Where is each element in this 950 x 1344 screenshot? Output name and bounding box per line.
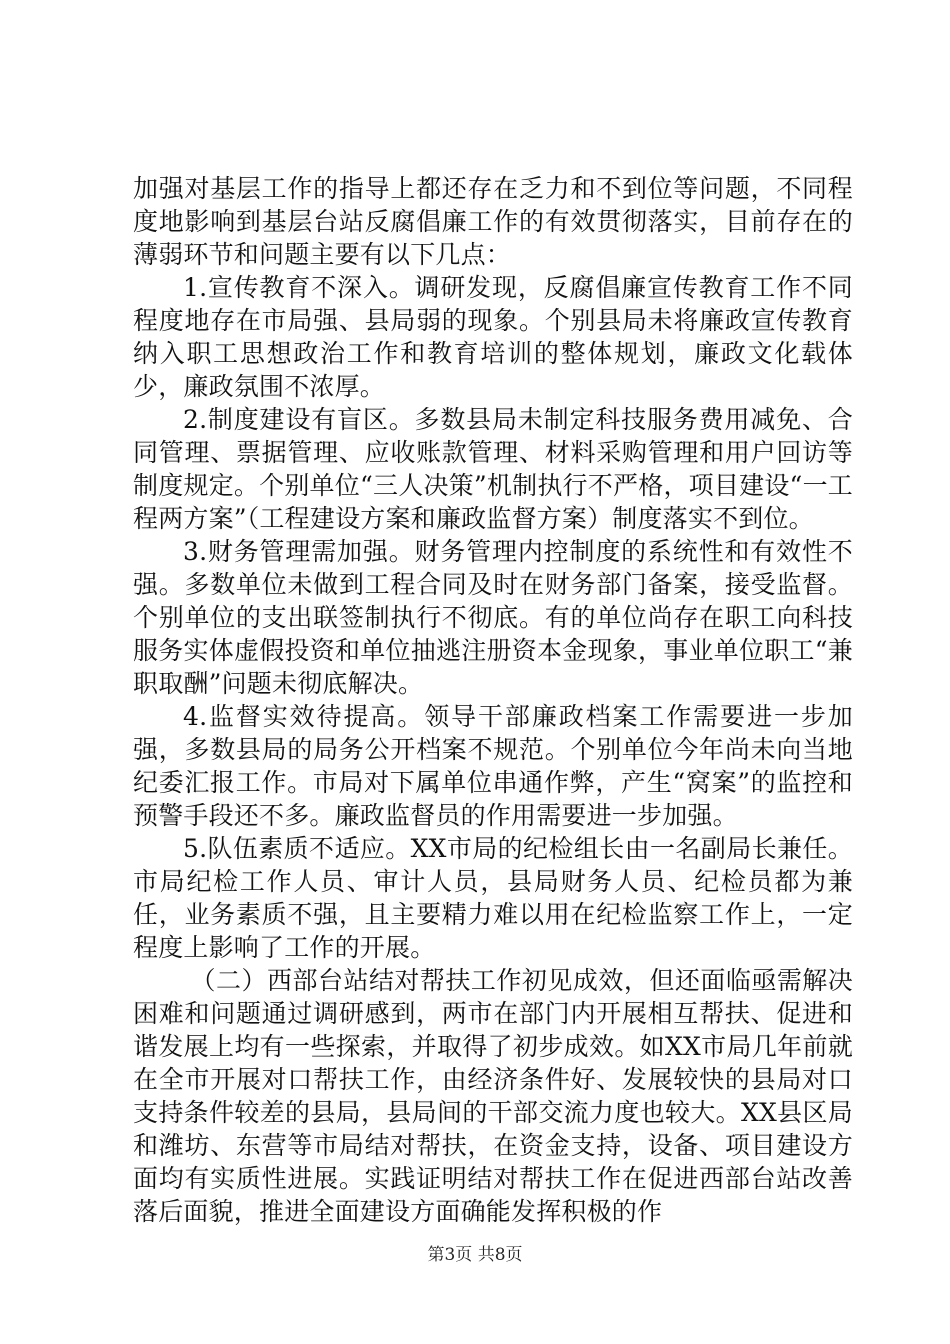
page-footer: 第3页 共8页 — [427, 1245, 523, 1265]
paragraph-section-2: （二）西部台站结对帮扶工作初见成效，但还面临亟需解决困难和问题通过调研感到，两市在部门内开展相互帮扶、促进和谐发展上均有一些探索，并取得了初步成效。如XX市局几年前就在全市开展对口帮扶工作，由经济条件好、发展较快的县局对口支持条件较差的县局，县局间的干部交流力度也较大。XX县区局和潍坊、东营等市局结对帮扶，在资金支持，设备、项目建设方面均有实质性进展。实践证明结对帮扶工作在促进西部台站改善落后面貌，推进全面建设方面确能发挥积极的作 — [133, 966, 853, 1226]
document-body — [133, 172, 853, 1228]
paragraph-item-3: 3.财务管理需加强。财务管理内控制度的系统性和有效性不强。多数单位未做到工程合同及时在财务部门备案，接受监督。个别单位的支出联签制执行不彻底。有的单位尚存在职工向科技服务实体虚假投资和单位抽逃注册资本金现象，事业单位职工“兼职取酬”问题未彻底解决。 — [133, 537, 853, 698]
paragraph-item-4: 4.监督实效待提高。领导干部廉政档案工作需要进一步加强，多数县局的局务公开档案不规范。个别单位今年尚未向当地纪委汇报工作。市局对下属单位串通作弊，产生“窝案”的监控和预警手段还不多。廉政监督员的作用需要进一步加强。 — [133, 702, 853, 830]
paragraph-intro: 加强对基层工作的指导上都还存在乏力和不到位等问题，不同程度地影响到基层台站反腐倡廉工作的有效贯彻落实，目前存在的薄弱环节和问题主要有以下几点： — [133, 174, 853, 269]
paragraph-item-2: 2.制度建设有盲区。多数县局未制定科技服务费用减免、合同管理、票据管理、应收账款管理、材料采购管理和用户回访等制度规定。个别单位“三人决策”机制执行不严格，项目建设“一工程两方案”（工程建设方案和廉政监督方案）制度落实不到位。 — [133, 405, 853, 533]
paragraph-item-1: 1.宣传教育不深入。调研发现，反腐倡廉宣传教育工作不同程度地存在市局强、县局弱的现象。个别县局未将廉政宣传教育纳入职工思想政治工作和教育培训的整体规划，廉政文化载体少，廉政氛围不浓厚。 — [133, 273, 853, 401]
paragraph-item-5: 5.队伍素质不适应。XX市局的纪检组长由一名副局长兼任。市局纪检工作人员、审计人员，县局财务人员、纪检员都为兼任，业务素质不强，且主要精力难以用在纪检监察工作上，一定程度上影响了工作的开展。 — [133, 834, 853, 962]
